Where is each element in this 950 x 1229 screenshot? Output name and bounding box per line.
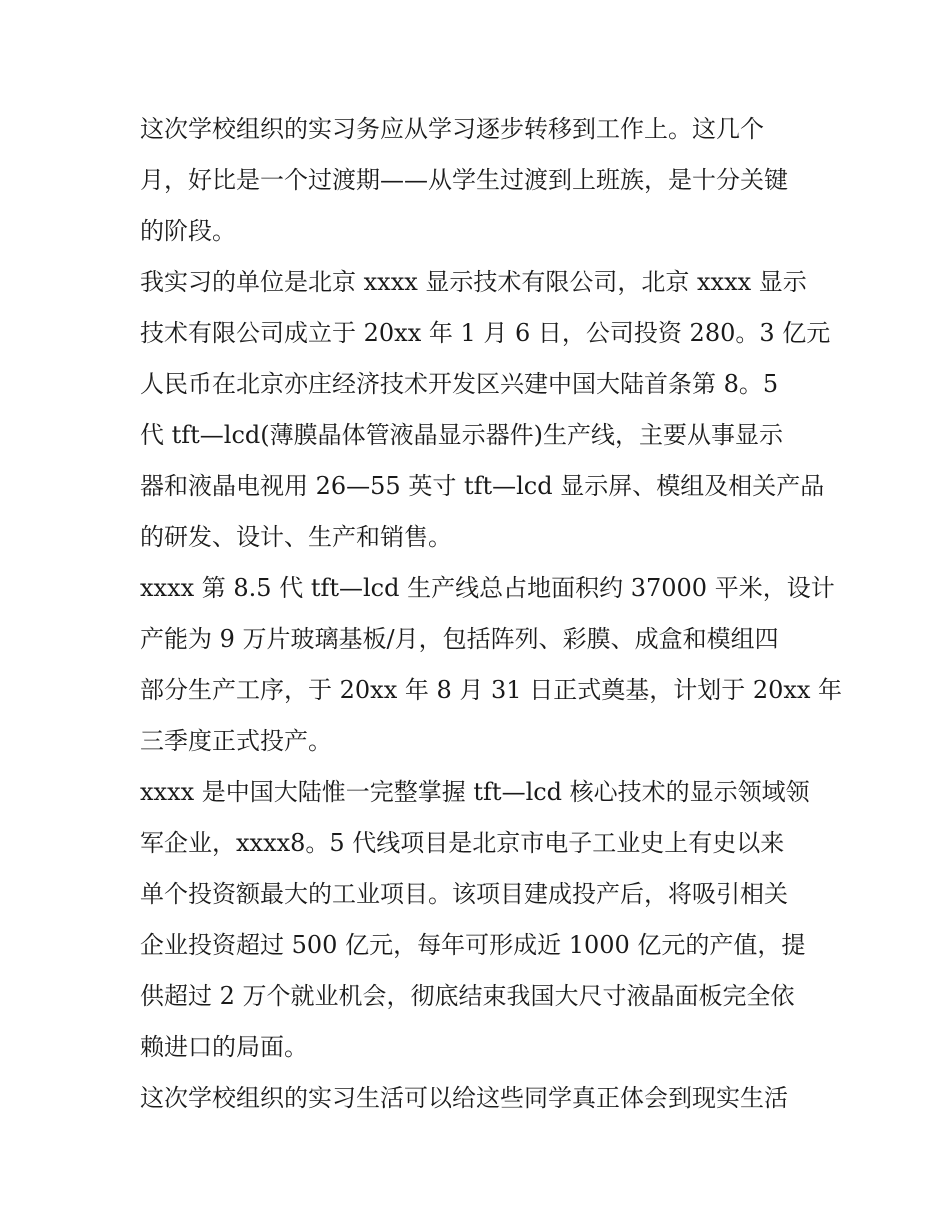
text-line: 供超过 2 万个就业机会，彻底结束我国大尺寸液晶面板完全依 <box>140 982 795 1010</box>
text-line: 人民币在北京亦庄经济技术开发区兴建中国大陆首条第 8。5 <box>140 370 779 398</box>
text-line: 部分生产工序，于 20xx 年 8 月 31 日正式奠基，计划于 20xx 年 <box>140 676 843 704</box>
text-line: 月，好比是一个过渡期——从学生过渡到上班族，是十分关键 <box>140 166 788 194</box>
text-line: 这次学校组织的实习务应从学习逐步转移到工作上。这几个 <box>140 115 764 143</box>
text-line: xxxx 第 8.5 代 tft—lcd 生产线总占地面积约 37000 平米，设计 <box>140 574 835 602</box>
text-line: 三季度正式投产。 <box>140 727 332 755</box>
text-line: 这次学校组织的实习生活可以给这些同学真正体会到现实生活 <box>140 1084 788 1112</box>
text-line: 赖进口的局面。 <box>140 1033 308 1061</box>
text-line: 企业投资超过 500 亿元，每年可形成近 1000 亿元的产值，提 <box>140 931 806 959</box>
text-line: 我实习的单位是北京 xxxx 显示技术有限公司，北京 xxxx 显示 <box>140 268 807 296</box>
text-line: 器和液晶电视用 26—55 英寸 tft—lcd 显示屏、模组及相关产品 <box>140 472 825 500</box>
text-line: 的研发、设计、生产和销售。 <box>140 523 452 551</box>
text-line: 产能为 9 万片玻璃基板/月，包括阵列、彩膜、成盒和模组四 <box>140 625 779 653</box>
text-line: 技术有限公司成立于 20xx 年 1 月 6 日，公司投资 280。3 亿元 <box>140 319 831 347</box>
text-line: 军企业，xxxx8。5 代线项目是北京市电子工业史上有史以来 <box>140 829 785 857</box>
text-line: 代 tft—lcd(薄膜晶体管液晶显示器件)生产线，主要从事显示 <box>140 421 784 449</box>
document-body <box>140 104 843 1124</box>
text-line: 的阶段。 <box>140 217 236 245</box>
text-line: 单个投资额最大的工业项目。该项目建成投产后，将吸引相关 <box>140 880 788 908</box>
text-line: xxxx 是中国大陆惟一完整掌握 tft—lcd 核心技术的显示领域领 <box>140 778 810 806</box>
